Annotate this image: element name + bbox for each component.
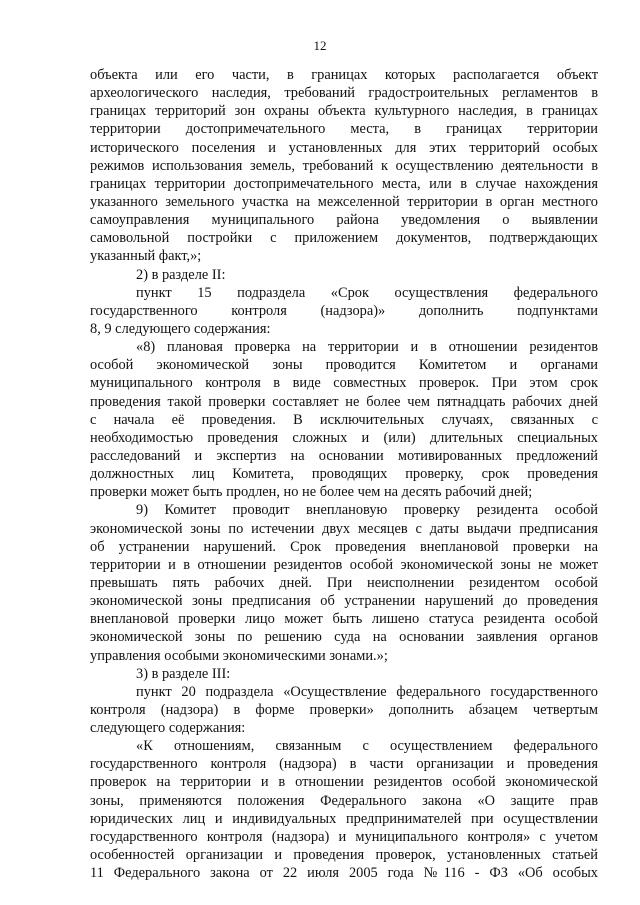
text-line: пункт 15 подраздела «Срок осуществления федерального	[136, 284, 598, 301]
text-line: 2) в разделе II:	[136, 266, 226, 283]
text-line: особой экономической зоны проводится Комитетом и органами	[90, 357, 598, 374]
text-line: контроля (надзора) в форме проверки» дополнить абзацем четвертым	[90, 701, 598, 718]
text-line: «8) плановая проверка на территории и в отношении резидентов	[136, 339, 598, 356]
text-line: режимов использования земель, требований к осуществлению деятельности в	[90, 157, 598, 174]
text-line: указанный факт,»;	[90, 248, 202, 265]
text-line: границах территорий зон охраны объекта культурного наследия, в границах	[90, 103, 598, 120]
text-line: особенностей организации и проведения проверок, установленных статьей	[90, 847, 598, 864]
text-line: экономической зоны по истечении двух месяцев с даты выдачи предписания	[90, 520, 598, 537]
text-line: зоны, применяются положения Федерального закона «О защите прав	[90, 792, 598, 809]
text-line: следующего содержания:	[90, 720, 246, 737]
text-line: государственного контроля (надзора)» дополнить подпунктами	[90, 302, 598, 319]
text-line: необходимостью проведения сложных и (или) длительных специальных	[90, 429, 598, 446]
text-line: пункт 20 подраздела «Осуществление федерального государственного	[136, 683, 598, 700]
text-line: проведения такой проверки составляет не более чем пятнадцать рабочих дней	[90, 393, 598, 410]
text-line: границах территории достопримечательного места, или в случае нахождения	[90, 175, 598, 192]
page-number: 12	[313, 38, 327, 53]
text-line: должностных лиц Комитета, проводящих проверку, срок проведения	[90, 466, 598, 483]
text-line: 3) в разделе III:	[136, 665, 231, 682]
text-line: территории достопримечательного места, в границах территории	[90, 121, 598, 138]
document-body	[90, 66, 598, 882]
text-line: государственного контроля (надзора) и муниципального контроля» с учетом	[90, 828, 598, 845]
text-line: 9) Комитет проводит внеплановую проверку резидента особой	[136, 502, 598, 519]
text-line: указанного земельного участка на межселенной территории в орган местного	[90, 193, 598, 210]
text-line: об устранении нарушений. Срок проведения внеплановой проверки на	[90, 538, 598, 555]
text-line: экономической зоны предписания об устранении нарушений до проведения	[90, 593, 598, 610]
text-line: экономической зоны по решению суда на основании заявления органов	[90, 629, 598, 646]
text-line: управления особыми экономическими зонами.»;	[90, 647, 388, 664]
text-line: расследований и экспертиз на основании мотивированных предложений	[90, 447, 598, 464]
text-line: с начала её проведения. В исключительных случаях, связанных с	[90, 411, 598, 428]
text-line: проверок на территории и в отношении резидентов особой экономической	[90, 774, 598, 791]
text-line: внеплановой проверки лицо может быть лишено статуса резидента особой	[90, 611, 598, 628]
text-line: проверки может быть продлен, но не более чем на десять рабочий дней;	[90, 484, 533, 501]
text-line: археологического наследия, требований градостроительных регламентов в	[90, 85, 598, 102]
text-line: «К отношениям, связанным с осуществлением федерального	[136, 738, 598, 755]
text-line: 8, 9 следующего содержания:	[90, 320, 271, 337]
text-line: территории и в отношении резидентов особой экономической зоны не может	[90, 556, 598, 573]
text-line: самоуправления муниципального района уведомления о выявлении	[90, 212, 598, 229]
text-line: государственного контроля (надзора) в части организации и проведения	[90, 756, 598, 773]
text-line: превышать пять рабочих дней. При неисполнении резидентом особой	[90, 574, 598, 591]
text-line: юридических лиц и индивидуальных предпринимателей при осуществлении	[90, 810, 598, 827]
text-line: самовольной постройки с приложением документов, подтверждающих	[90, 230, 598, 247]
text-line: 11 Федерального закона от 22 июля 2005 года №116 - ФЗ «Об особых	[90, 865, 598, 882]
text-line: муниципального контроля в виде совместных проверок. При этом срок	[90, 375, 598, 392]
text-line: исторического поселения и установленных для этих территорий особых	[90, 139, 598, 156]
text-line: объекта или его части, в границах которых располагается объект	[90, 67, 598, 83]
